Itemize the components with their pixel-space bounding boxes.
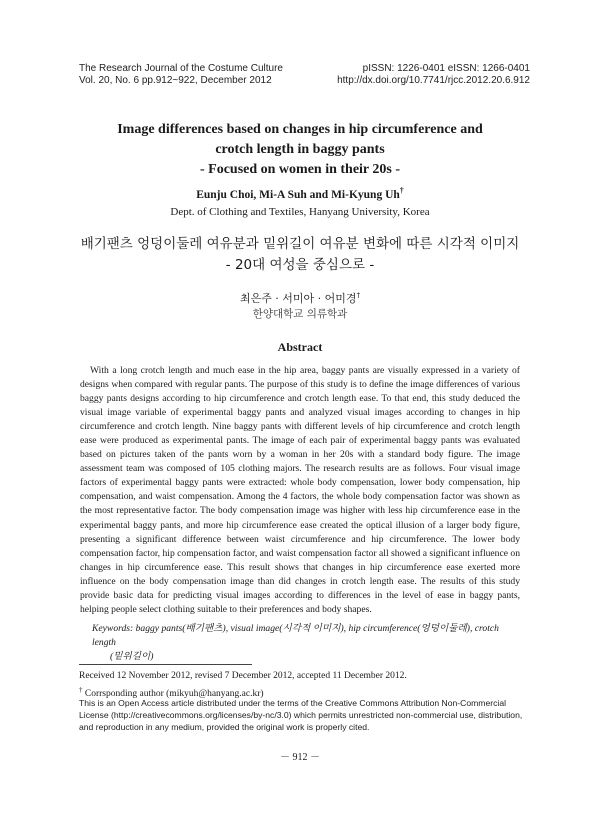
abstract-text: With a long crotch length and much ease in the hip area, baggy pants are visually expressed in a variety of designs when compared with regular pants. The purpose of this study is to define the image differences of various baggy pants designs according to hip circumference and crotch length ease. To that end, this study deduced the visual image variable of experimental baggy pants and analyzed visual images according to changes in hip circumference and crotch length. Nine baggy pants with different levels of hip circumference and crotch length ease were produced as experimental pants. The image of each pair of experimental baggy pants was evaluated based on pictures taken of the pants worn by a woman in her 20s with a standard body figure. The image assessment team was composed of 105 clothing majors. The research results are as follows. Four visual image factors of experimental baggy pants were extracted: whole body compensation, lower body compensation, hip compensation, and waist compensation. Among the 4 factors, the whole body compensation factor was shown as the most representative factor. The body compensation image was higher with less hip circumference ease in the experimental baggy pants, and more hip circumference ease created the optical illusion of a larger body figure, presenting a significant difference between waist circumference and hip circumference. The lower body compensation factor, hip compensation factor, and waist compensation factor all showed a significant influence on changes in hip circumference ease. This result shows that changes in hip circumference ease exerted more influence on the body compensation image than did changes in crotch length ease. The results of this study provide basic data for predicting visual images according to differences in the level of ease in baggy pants, helping people select clothing suitable to their preferences and body shapes. bbox=[80, 365, 520, 615]
korean-corresponding-mark: † bbox=[356, 291, 361, 300]
paper-title bbox=[60, 120, 540, 180]
keywords-line-1: Keywords: baggy pants(배기팬츠), visual image(시각적 이미지), hip circumference(엉덩이둘레), crotch length bbox=[92, 623, 499, 648]
running-header-right bbox=[337, 63, 530, 87]
korean-author-list bbox=[60, 290, 540, 306]
corresponding-mark: † bbox=[399, 186, 404, 195]
korean-title bbox=[40, 234, 560, 276]
author-names: Eunju Choi, Mi-A Suh and Mi-Kyung Uh bbox=[196, 188, 400, 201]
korean-affiliation: 한양대학교 의류학과 bbox=[252, 308, 348, 320]
issn: pISSN: 1226-0401 eISSN: 1266-0401 bbox=[362, 63, 530, 74]
title-line-2: crotch length in baggy pants bbox=[215, 142, 385, 157]
keywords bbox=[92, 622, 522, 664]
author-list bbox=[60, 186, 540, 201]
korean-title-main: 배기팬츠 엉덩이둘레 여유분과 밑위길이 여유분 변화에 따른 시각적 이미지 bbox=[80, 236, 520, 252]
title-subtitle: - Focused on women in their 20s - bbox=[199, 162, 401, 177]
korean-author-names: 최은주 · 서미아 · 어미경 bbox=[239, 292, 357, 305]
title-line-1: Image differences based on changes in hip circumference and bbox=[117, 122, 483, 137]
page-number: － 912 － bbox=[280, 752, 320, 763]
running-header-left bbox=[79, 63, 283, 87]
volume-info: Vol. 20, No. 6 pp.912~922, December 2012 bbox=[79, 75, 272, 86]
corresponding-footnote-mark: † bbox=[79, 686, 83, 694]
abstract-heading: Abstract bbox=[277, 340, 323, 354]
korean-subtitle: - 20대 여성을 중심으로 - bbox=[225, 257, 375, 273]
received-dates: Received 12 November 2012, revised 7 December 2012, accepted 11 December 2012. bbox=[79, 671, 407, 681]
doi-link[interactable]: http://dx.doi.org/10.7741/rjcc.2012.20.6.912 bbox=[337, 75, 530, 86]
footnote-divider bbox=[79, 664, 252, 665]
affiliation: Dept. of Clothing and Textiles, Hanyang University, Korea bbox=[170, 206, 430, 218]
keywords-line-2: (밑위길이) bbox=[110, 651, 154, 662]
license-notice: This is an Open Access article distributed under the terms of the Creative Commons Attribution Non-Commercial License (http://creativecommons.org/licenses/by-nc/3.0) which permits unrestricted non-commercial use, distribution, and reproduction in any medium, provided the original work is properly cited. bbox=[79, 698, 523, 732]
corresponding-author-text: Corrsponding author (mikyuh@hanyang.ac.kr) bbox=[82, 689, 264, 700]
journal-name: The Research Journal of the Costume Culture bbox=[79, 63, 283, 74]
